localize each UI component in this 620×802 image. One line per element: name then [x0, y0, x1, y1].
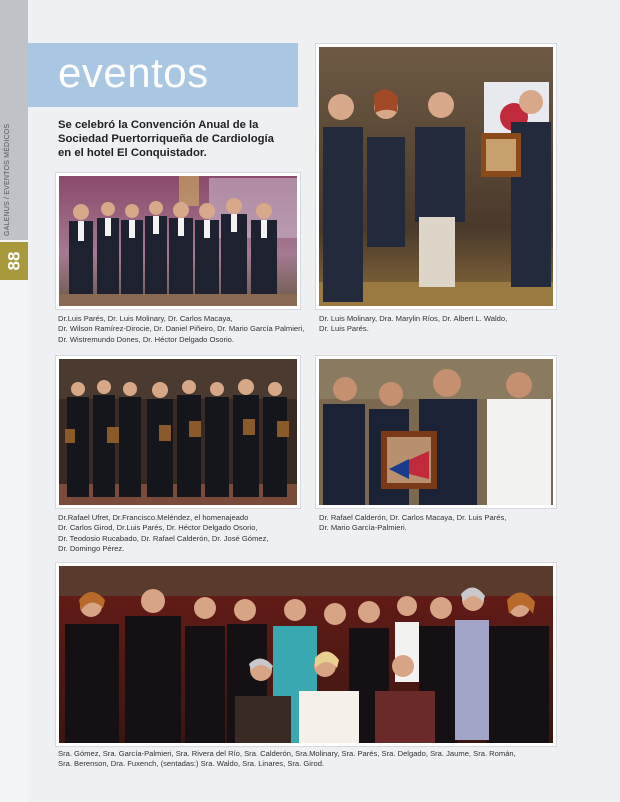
side-section-label: GALENUS / EVENTOS MÉDICOS — [4, 123, 11, 236]
caption-photo2 — [319, 314, 507, 335]
caption-line: Dr. Luis Molinary, Dra. Marylin Ríos, Dr. Albert L. Waldo, — [319, 314, 508, 323]
caption-line: Dr. Teodosio Rucabado, Dr. Rafael Calderón, Dr. José Gómez, — [58, 533, 269, 543]
photo-plaque-four — [316, 356, 556, 508]
photo-image — [59, 359, 297, 505]
caption-line: Dr. Carlos Girod, Dr.Luis Parés, Dr. Héctor Delgado Osorio, — [58, 523, 258, 533]
caption-photo5 — [58, 749, 516, 770]
intro-line: Se celebró la Convención Anual de la — [58, 119, 259, 131]
caption-line: Dr. Domingo Pérez. — [58, 544, 125, 554]
caption-line: Dr.Rafael Ufret, Dr.Francisco.Meléndez, el homenajeado — [58, 513, 249, 522]
caption-line: Dr. Wilson Ramírez-Dirocie, Dr. Daniel Piñeiro, Dr. Mario García Palmieri, — [58, 324, 305, 334]
intro-text — [58, 118, 298, 160]
photo-image — [319, 47, 553, 306]
section-header — [28, 43, 298, 107]
photo-image — [319, 359, 553, 505]
caption-photo4 — [319, 513, 506, 534]
intro-line: en el hotel El Conquistador. — [58, 147, 207, 159]
caption-photo3 — [58, 513, 268, 555]
caption-line: Dr. Mario García-Palmieri. — [319, 523, 407, 533]
caption-line: Dr. Wistremundo Dones, Dr. Héctor Delgado Osorio. — [58, 334, 234, 344]
photo-group-ladies — [56, 563, 556, 746]
caption-line: Dr. Luis Parés. — [319, 324, 369, 334]
caption-line: Dr. Rafael Calderón, Dr. Carlos Macaya, Dr. Luis Parés, — [319, 513, 507, 522]
page-number: 88 — [3, 251, 23, 271]
intro-line: Sociedad Puertorriqueña de Cardiología — [58, 133, 274, 145]
photo-award-presentation — [316, 44, 556, 309]
caption-photo1 — [58, 314, 304, 345]
section-title: eventos — [58, 49, 209, 96]
photo-image — [59, 566, 553, 743]
caption-line: Sra. Gómez, Sra. García-Palmieri, Sra. Rivera del Río, Sra. Calderón, Sra.Molinary, Sra. Parés, Sra. Delgado, Sra. Jaume, Sra. Román, — [58, 749, 516, 758]
caption-line: Dr.Luis Parés, Dr. Luis Molinary, Dr. Carlos Macaya, — [58, 314, 233, 323]
photo-image — [59, 176, 297, 306]
caption-line: Sra. Berenson, Dra. Fuxench, (sentadas:) Sra. Waldo, Sra. Linares, Sra. Girod. — [58, 759, 325, 769]
photo-honorees-plaques — [56, 356, 300, 508]
page-number-box — [0, 242, 28, 280]
photo-group-doctors — [56, 173, 300, 309]
